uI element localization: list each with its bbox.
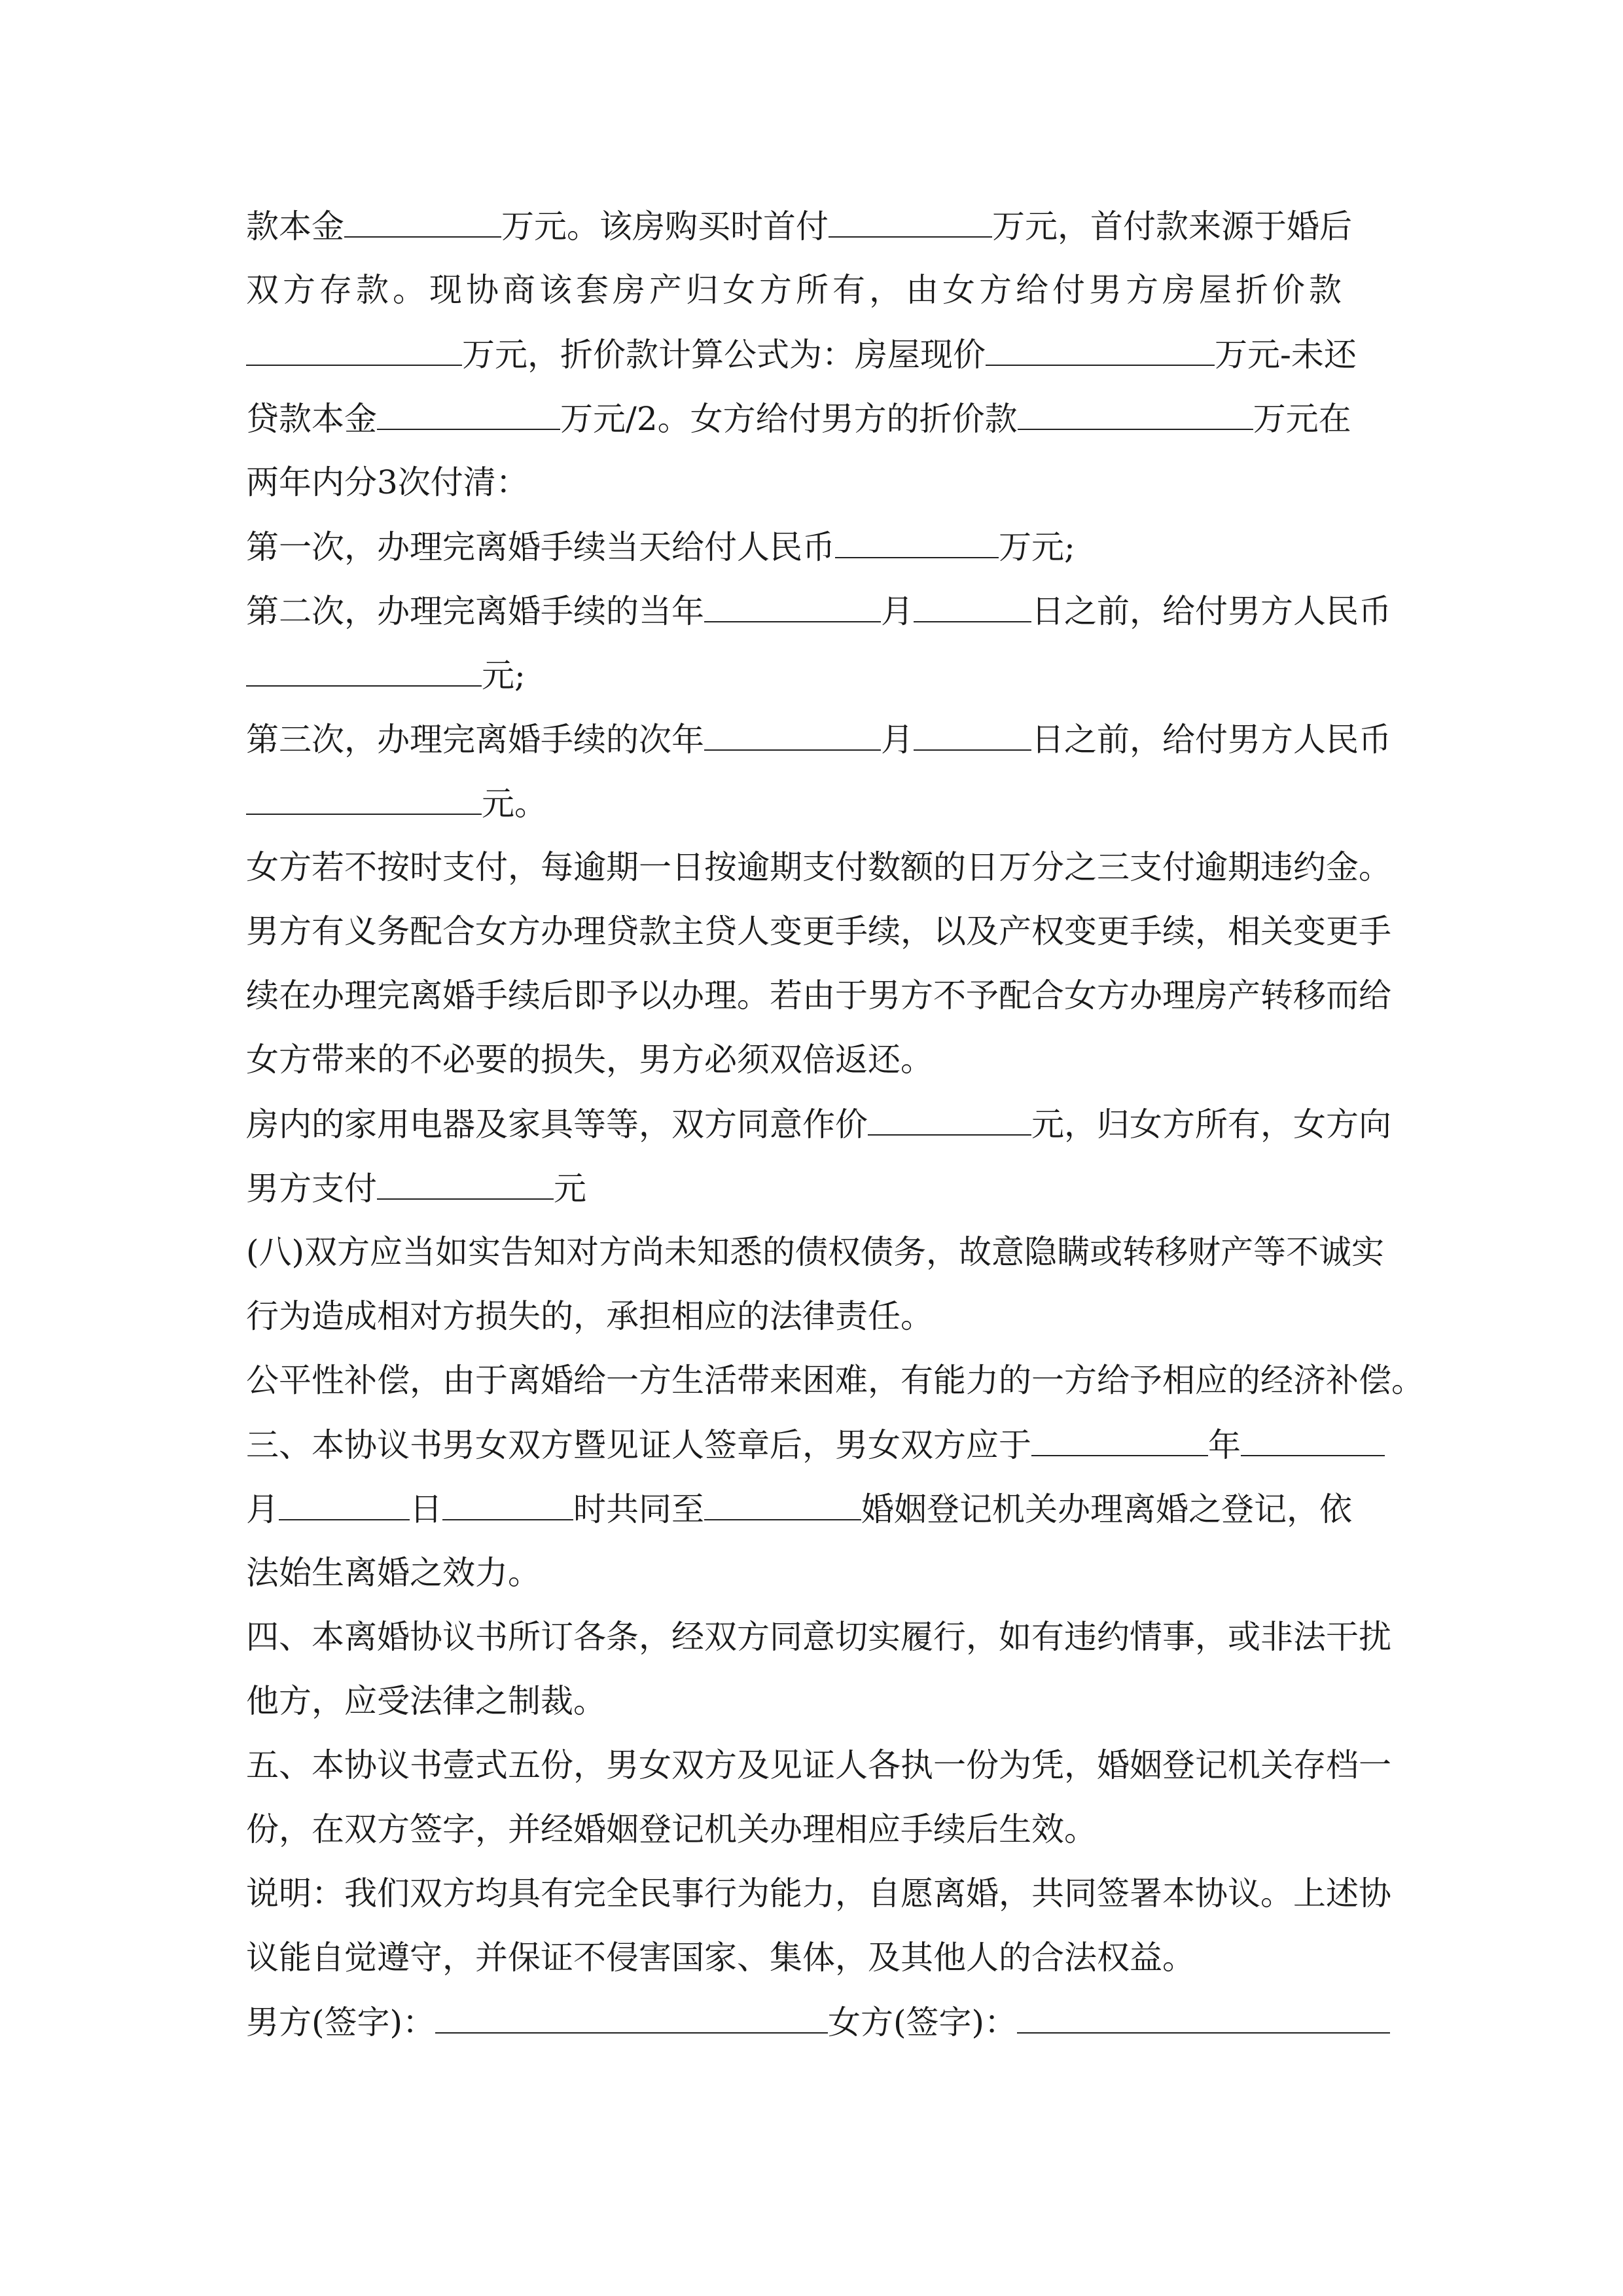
fill-blank[interactable] [442, 1489, 573, 1520]
fill-blank[interactable] [1018, 399, 1253, 430]
fill-blank[interactable] [246, 334, 462, 366]
text-line: 议能自觉遵守，并保证不侵害国家、集体，及其他人的合法权益。 [246, 1939, 1195, 1977]
fill-blank[interactable] [914, 591, 1031, 622]
male-signature-label: 男方(签字)： [246, 2003, 436, 2041]
signature-line [246, 2002, 1390, 2042]
fill-blank[interactable] [868, 1104, 1031, 1136]
text-line: 第三次，办理完离婚手续的次年 月 日之前，给付男方人民币 [246, 721, 1391, 759]
fill-blank[interactable] [986, 334, 1215, 366]
fill-blank[interactable] [246, 783, 482, 815]
text-line: 房内的家用电器及家具等等，双方同意作价 元，归女方所有，女方向 [246, 1105, 1391, 1143]
fill-blank[interactable] [246, 655, 482, 687]
text-line: 月 日 时共同至 婚姻登记机关办理离婚之登记，依 [246, 1490, 1352, 1528]
text-line: (八)双方应当如实告知对方尚未知悉的债权债务，故意隐瞒或转移财产等不诚实 [246, 1233, 1385, 1271]
text-line: 双方存款。现协商该套房产归女方所有，由女方给付男方房屋折价款 [246, 271, 1346, 309]
fill-blank[interactable] [829, 206, 992, 238]
text-line: 四、本离婚协议书所订各条，经双方同意切实履行，如有违约情事，或非法干扰 [246, 1618, 1391, 1656]
text-line: 女方若不按时支付，每逾期一日按逾期支付数额的日万分之三支付逾期违约金。 [246, 848, 1391, 886]
text-line: 公平性补偿，由于离婚给一方生活带来困难，有能力的一方给予相应的经济补偿。 [246, 1361, 1424, 1399]
text-line: 行为造成相对方损失的，承担相应的法律责任。 [246, 1297, 933, 1335]
fill-blank[interactable] [835, 527, 999, 558]
male-signature-field[interactable] [435, 2002, 828, 2034]
fill-blank[interactable] [344, 206, 501, 238]
text-line: 说明：我们双方均具有完全民事行为能力，自愿离婚，共同签署本协议。上述协 [246, 1874, 1391, 1912]
text-line: 万元，折价款计算公式为：房屋现价 万元-未还 [246, 334, 1357, 374]
fill-blank[interactable] [704, 719, 881, 751]
fill-blank[interactable] [1241, 1425, 1385, 1456]
text-line: 第一次，办理完离婚手续当天给付人民币 万元; [246, 528, 1075, 566]
text-line: 第二次，办理完离婚手续的当年 月 日之前，给付男方人民币 [246, 592, 1391, 630]
text-line: 份，在双方签字，并经婚姻登记机关办理相应手续后生效。 [246, 1810, 1097, 1848]
text-line: 款本金 万元。该房购买时首付 万元，首付款来源于婚后 [246, 207, 1352, 245]
text-line: 两年内分3次付清： [246, 463, 529, 501]
text-line: 元。 [246, 783, 547, 823]
text-line: 法始生离婚之效力。 [246, 1554, 541, 1592]
fill-blank[interactable] [377, 399, 560, 430]
fill-blank[interactable] [279, 1489, 410, 1520]
fill-blank[interactable] [914, 719, 1031, 751]
text-line: 贷款本金 万元/2。女方给付男方的折价款 万元在 [246, 400, 1351, 438]
female-signature-field[interactable] [1017, 2002, 1390, 2034]
text-line: 续在办理完离婚手续后即予以办理。若由于男方不予配合女方办理房产转移而给 [246, 977, 1391, 1014]
fill-blank[interactable] [704, 1489, 861, 1520]
text-line: 女方带来的不必要的损失，男方必须双倍返还。 [246, 1041, 933, 1079]
text-line: 三、本协议书男女双方暨见证人签章后，男女双方应于 年 [246, 1425, 1385, 1465]
female-signature-label: 女方(签字)： [828, 2003, 1018, 2041]
text-line: 他方，应受法律之制裁。 [246, 1682, 606, 1720]
fill-blank[interactable] [704, 591, 881, 622]
text-line: 五、本协议书壹式五份，男女双方及见证人各执一份为凭，婚姻登记机关存档一 [246, 1746, 1391, 1784]
text-line: 男方有义务配合女方办理贷款主贷人变更手续，以及产权变更手续，相关变更手 [246, 912, 1391, 950]
fill-blank[interactable] [1031, 1425, 1208, 1456]
text-line: 男方支付 元 [246, 1170, 586, 1208]
fill-blank[interactable] [377, 1168, 554, 1200]
text-line: 元; [246, 655, 526, 695]
